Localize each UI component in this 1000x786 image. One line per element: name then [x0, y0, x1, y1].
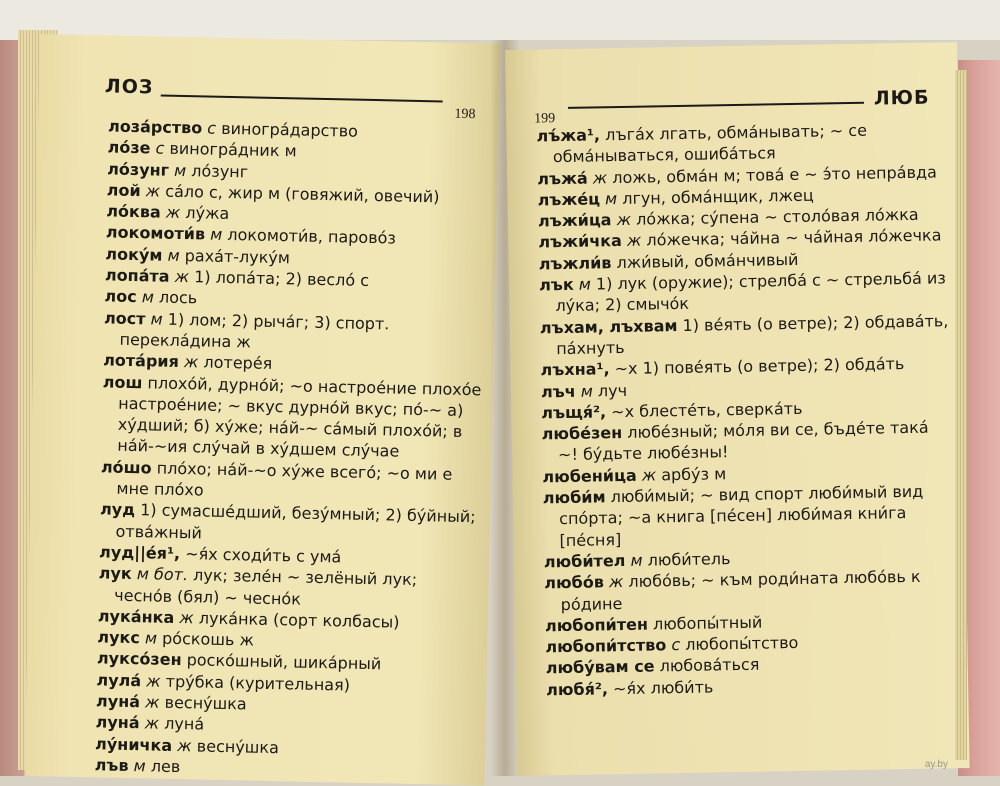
entry-headword: лъхам, лъхвам — [539, 315, 678, 338]
entry-definition: любопы́тство — [679, 633, 799, 655]
entry-definition: лось — [153, 287, 198, 308]
entry-headword: локу́м — [105, 244, 163, 265]
dictionary-entry — [542, 416, 953, 466]
left-page — [24, 34, 499, 785]
entry-grammar: ж — [641, 465, 657, 485]
entry-headword: лъжли́в — [538, 252, 612, 274]
entry-grammar: ж — [144, 713, 160, 733]
entry-grammar: м — [209, 225, 223, 245]
entry-definition: любопы́тный — [647, 612, 763, 634]
entry-grammar: ж — [616, 210, 632, 230]
entry-grammar: ж — [145, 181, 161, 201]
entry-headword: лос — [104, 286, 137, 307]
dictionary-entry — [539, 267, 950, 317]
entry-headword: лъхна¹, — [540, 359, 610, 380]
entry-definition: 1) лопа́та; 2) весло́ с — [188, 267, 370, 291]
entry-definition: виногра́дник м — [164, 138, 297, 161]
entry-definition: любо́вь; ~ към роди́ната любо́вь к ро́дине — [560, 567, 921, 614]
dictionary-entry — [544, 565, 955, 615]
entry-grammar: м — [630, 550, 643, 570]
entry-grammar: ж — [592, 167, 608, 188]
entry-headword: локомоти́в — [105, 222, 206, 244]
left-page-number: 198 — [454, 106, 476, 123]
entry-definition: 1) лом; 2) рыча́г; 3) спорт. перекла́дина ж — [119, 309, 390, 352]
right-page-number: 199 — [534, 111, 556, 127]
entry-headword: ло́зе — [107, 137, 151, 158]
entry-headword: лу́ничка — [94, 733, 173, 755]
entry-headword: лоза́рство — [107, 116, 203, 138]
entry-definition: виногра́дарство — [215, 118, 359, 141]
background-top — [0, 0, 1000, 40]
entry-headword: ло́ква — [106, 201, 161, 222]
entry-headword: луна́ — [95, 691, 141, 712]
entry-grammar: ж — [177, 735, 192, 755]
entry-grammar: ж — [183, 352, 199, 372]
entry-definition: весну́шка — [191, 735, 280, 757]
entry-headword: лош — [102, 371, 143, 392]
entry-headword: любя́², — [546, 679, 609, 700]
entry-headword: луд — [99, 499, 136, 520]
entry-grammar: м — [141, 287, 155, 307]
entry-headword: лъщя́², — [541, 402, 607, 423]
entry-headword: лука́нка — [97, 606, 175, 627]
entry-headword: лота́рия — [102, 350, 180, 372]
watermark: ay.by — [924, 759, 948, 770]
entry-headword: лук — [98, 563, 132, 584]
entry-definition: лук; зеле́н ~ зелёный лук; чесно́в (бял) ~ чесно́к — [114, 565, 418, 609]
entry-grammar: м — [133, 756, 146, 776]
entry-grammar: ж — [144, 692, 160, 712]
entry-headword: лъв — [94, 755, 129, 775]
page-edges-right — [955, 70, 967, 760]
left-page-header — [104, 75, 505, 123]
entry-headword: лукс — [97, 627, 141, 648]
entry-headword: лост — [103, 308, 146, 328]
header-rule — [568, 102, 864, 109]
entry-headword: лой — [106, 180, 141, 201]
entry-grammar: м — [150, 309, 163, 329]
entry-headword: люби́м — [542, 487, 606, 508]
entry-grammar: ж — [626, 231, 642, 251]
entry-grammar: м — [167, 245, 180, 265]
entry-definition: тру́бка (курительная) — [160, 671, 351, 695]
entry-headword: любени́ца — [542, 465, 637, 487]
entry-definition: ~я́х сходи́ть с ума́ — [179, 543, 342, 567]
entry-headword: люби́тел — [543, 550, 626, 572]
dictionary-entry — [536, 118, 947, 168]
entry-grammar: с — [155, 138, 165, 158]
entry-headword: лъжи́чка — [538, 231, 623, 252]
entry-definition: ло́зунг — [186, 160, 249, 181]
entry-headword: лъч — [540, 381, 576, 401]
entry-grammar: с — [207, 118, 217, 138]
entry-definition: лу́жа — [180, 203, 230, 224]
entry-headword: лула́ — [96, 670, 142, 690]
entry-headword: лък — [538, 274, 574, 295]
right-entries-list — [536, 118, 956, 700]
entry-grammar: ж — [174, 266, 190, 287]
entry-definition: ло́жечка; ча́йна ~ ча́йная ло́жечка — [641, 225, 942, 251]
entry-grammar: м — [173, 160, 187, 180]
entry-headword: лъ́жа¹, — [536, 125, 601, 146]
entry-definition: лев — [145, 756, 181, 777]
entry-headword: лъжа́ — [537, 168, 588, 189]
entry-headword: любу́вам се — [545, 656, 655, 678]
entry-headword: любе́зен — [541, 423, 623, 444]
entry-headword: луна́ — [95, 712, 140, 733]
right-guide-word: ЛЮБ — [873, 86, 930, 110]
dictionary-entry — [543, 480, 954, 551]
entry-definition: лотере́я — [198, 352, 273, 374]
entry-definition: 1) ве́ять (о ветре); 2) обдава́ть, па́хнуть — [556, 310, 949, 359]
entry-definition: раха́т-луку́м — [179, 245, 291, 268]
entry-grammar: м — [604, 188, 618, 209]
entry-definition: любова́ться — [654, 655, 760, 676]
entry-definition: луч — [592, 380, 628, 401]
entry-definition: ло́жка; су́пена ~ столо́вая ло́жка — [630, 204, 919, 230]
entry-definition: лжи́вый, обма́нчивый — [611, 249, 799, 272]
entry-definition: ~я́х люби́ть — [607, 677, 714, 699]
entry-definition: лъга́х лгать, обма́нывать; ~ се обма́нываться, ошиба́ться — [552, 120, 868, 167]
entry-grammar: ж — [146, 671, 161, 691]
entry-definition: 1) сумасше́дший, безу́мный; 2) бу́йный; отва́жный — [115, 500, 476, 543]
entry-grammar: с — [671, 635, 681, 655]
entry-headword: любо́в — [544, 572, 605, 593]
entry-definition: локомоти́в, парово́з — [222, 225, 397, 248]
entry-grammar: м бот. — [136, 564, 189, 585]
entry-definition: лука́нка (сорт колбасы) — [193, 608, 400, 632]
entry-definition: плохо́й, дурно́й; ~о настрое́ние плохо́е настрое́ние; ~ вкус дурно́й вкус; по́-~ а) ху́дший; б) ху́же; на́й-~ са́мый плохо́й; в на́й-~ия слу́чай в ху́дшем слу́чае — [117, 372, 482, 462]
entry-headword: лъжи́ца — [537, 210, 612, 231]
entry-grammar: ж — [608, 572, 624, 592]
entry-definition: роско́шный, шика́рный — [181, 650, 382, 674]
entry-definition: пло́хо; на́й-~о ху́же всего́; ~о ми е мне пло́хо — [116, 458, 453, 500]
entry-definition: са́ло с, жир м (говяжий, овечий) — [159, 181, 440, 207]
entry-definition: ~х 1) пове́ять (о ветре); 2) обда́ть — [609, 354, 905, 379]
dictionary-entry — [540, 310, 951, 360]
right-page-header — [534, 83, 934, 127]
entry-headword: ло́зунг — [106, 159, 170, 180]
entry-headword: любопи́тство — [545, 635, 667, 657]
entry-headword: луд||е́я¹, — [98, 542, 181, 563]
entry-headword: луксо́зен — [96, 648, 182, 670]
header-rule — [161, 95, 443, 103]
entry-headword: любопи́тен — [544, 614, 649, 636]
entry-grammar: ж — [165, 202, 181, 223]
right-page — [505, 42, 970, 776]
entry-definition: любе́зный; мо́ля ви се, бъде́те така́ ~! бу́дьте любе́зны! — [557, 417, 929, 465]
entry-grammar: м — [580, 381, 594, 401]
entry-definition: луна́ — [158, 713, 205, 734]
entry-grammar: м — [144, 628, 158, 648]
entry-definition: люби́мый; ~ вид спорт люби́мый вид спо́рта; ~а книга [пе́сен] люби́мая кни́га [пе́сня] — [559, 481, 924, 550]
dictionary-entry — [101, 371, 483, 464]
entry-definition: арбу́з м — [656, 463, 727, 485]
entry-definition: ро́скошь ж — [156, 628, 255, 650]
entry-definition: люби́тель — [642, 549, 731, 570]
entry-grammar: м — [578, 274, 592, 294]
left-guide-word: ЛОЗ — [104, 75, 154, 99]
entry-definition: лгун, обма́нщик, лжец — [616, 185, 814, 208]
entry-headword: лъже́ц — [537, 189, 601, 210]
entry-headword: ло́шо — [100, 457, 152, 478]
entry-definition: ~х блесте́ть, сверка́ть — [605, 398, 803, 422]
left-entries-list — [94, 115, 488, 783]
entry-definition: весну́шка — [159, 692, 247, 714]
entry-grammar: ж — [179, 607, 195, 628]
entry-headword: лопа́та — [104, 265, 170, 286]
entry-definition: 1) лук (оружие); стрелба́ с ~ стрельба́ из лу́ка; 2) смычо́к — [555, 268, 946, 316]
entry-definition: ложь, обма́н м; това́ е ~ э́то непра́вда — [607, 162, 937, 187]
